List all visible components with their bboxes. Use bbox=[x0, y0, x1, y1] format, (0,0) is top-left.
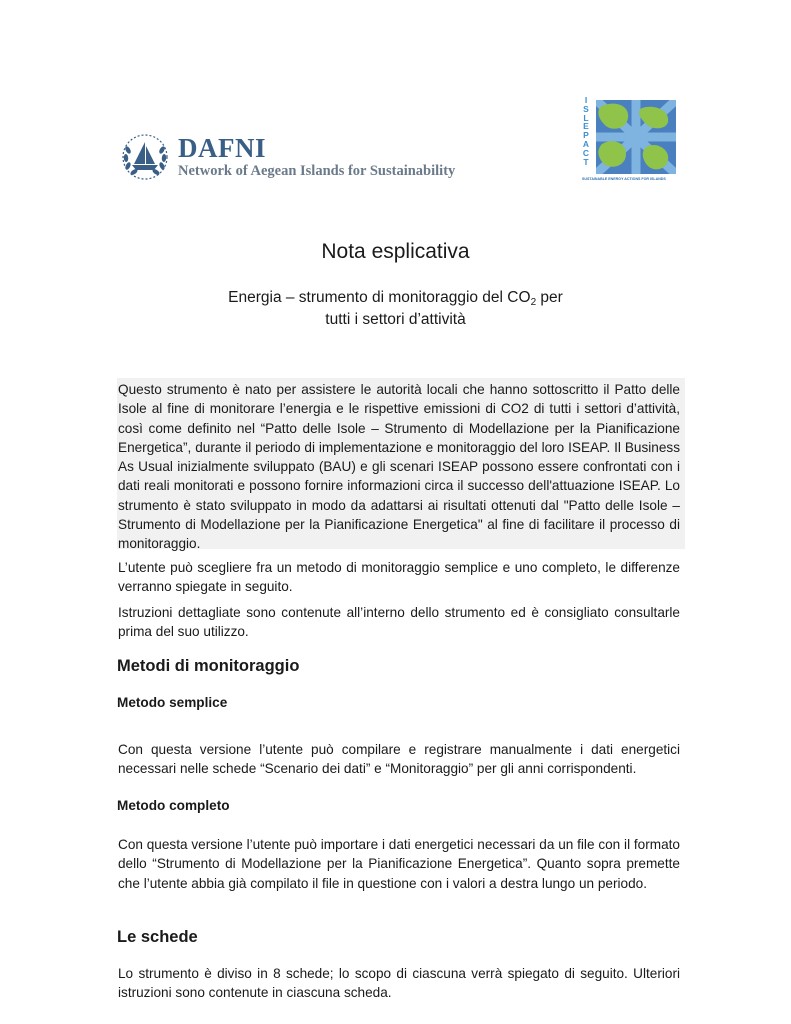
document-subtitle: Energia – strumento di monitoraggio del $CO_2$ per tutti i settori d’attività bbox=[228, 289, 563, 328]
methods-heading: Metodi di monitoraggio bbox=[117, 657, 300, 675]
dafni-tagline: Network of Aegean Islands for Sustainability bbox=[178, 163, 456, 179]
islands-map-icon bbox=[596, 100, 676, 174]
intro-paragraph: Questo strumento è nato per assistere le autorità locali che hanno sottoscritto il Patto delle Isole al fine di monitorare l’energia e le rispettive emissioni di CO2 di tutti i settori d’attività, così come definito nel “Patto delle Isole – Strumento di Modellazione per la Pianificazione Energetica”, durante il periodo di implementazione e monitoraggio del loro ISEAP. Il Business As Usual inizialmente sviluppato (BAU) e gli scenari ISEAP possono essere confrontati con i dati reali monitorati e possono fornire informazioni circa il successo dell'attuazione ISEAP. Lo strumento è stato sviluppato in modo da adattarsi ai risultati ottenuti dal "Patto delle Isole – Strumento di Modellazione per la Pianificazione Energetica" al fine di facilitare il processo di monitoraggio. bbox=[118, 382, 680, 552]
choice-paragraph: L’utente può scegliere fra un metodo di monitoraggio semplice e uno completo, le differenze verranno spiegate in seguito. bbox=[118, 560, 680, 595]
sheets-heading: Le schede bbox=[117, 928, 198, 946]
simple-method-heading: Metodo semplice bbox=[117, 695, 228, 710]
complete-method-text: Con questa versione l’utente può importare i dati energetici necessari da un file con il formato dello “Strumento di Modellazione per la Pianificazione Energetica”. Quanto sopra premette che l’utente abbia già compilato il file in questione con i valori a destra lungo un periodo. bbox=[118, 837, 680, 891]
instructions-paragraph: Istruzioni dettagliate sono contenute all’interno dello strumento ed è consigliato consultarle prima del suo utilizzo. bbox=[118, 605, 680, 640]
islepact-logo bbox=[580, 96, 678, 188]
document-title: Nota esplicativa bbox=[321, 240, 470, 263]
sheets-text: Lo strumento è diviso in 8 schede; lo scopo di ciascuna verrà spiegato di seguito. Ulteriori istruzioni sono contenute in ciascuna scheda. bbox=[118, 966, 680, 1001]
dafni-logo bbox=[120, 132, 480, 182]
complete-method-heading: Metodo completo bbox=[117, 798, 230, 813]
simple-method-text: Con questa versione l’utente può compilare e registrare manualmente i dati energetici necessari nelle schede “Scenario dei dati” e “Monitoraggio” per gli anni corrispondenti. bbox=[118, 742, 680, 777]
dafni-laurel-ship-icon bbox=[120, 132, 170, 182]
islepact-tagline: SUSTAINABLE ENERGY ACTIONS FOR ISLANDS bbox=[582, 177, 666, 181]
dafni-name: DAFNI bbox=[178, 133, 266, 163]
islepact-vertical-name: I S L E P A C T bbox=[582, 95, 590, 167]
